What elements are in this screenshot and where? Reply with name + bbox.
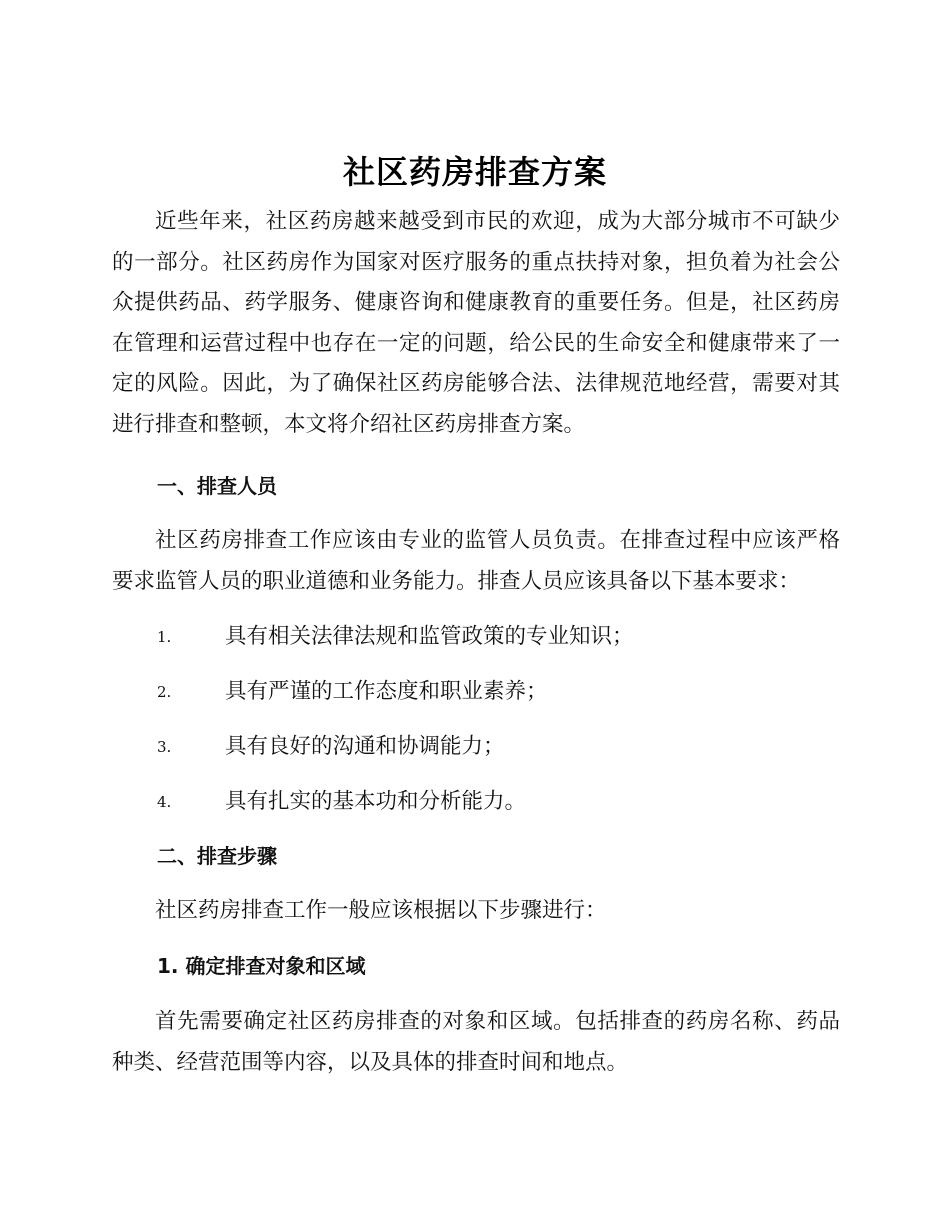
intro-paragraph: 近些年来，社区药房越来越受到市民的欢迎，成为大部分城市不可缺少的一部分。社区药房作为国家对医疗服务的重点扶持对象，担负着为社会公众提供药品、药学服务、健康咨询和健康教育的重要任务。但是，社区药房在管理和运营过程中也存在一定的问题，给公民的生命安全和健康带来了一定的风险。因此，为了确保社区药房能够合法、法律规范地经营，需要对其进行排查和整顿，本文将介绍社区药房排查方案。 [112, 209, 840, 437]
list-item-text: 具有相关法律法规和监管政策的专业知识； [225, 624, 634, 649]
list-item-text: 具有严谨的工作态度和职业素养； [225, 679, 548, 704]
list-item-number: 1. [157, 628, 172, 646]
step-heading-determine-scope: 1. 确定排查对象和区域 [157, 954, 366, 978]
step-paragraph-determine-scope: 首先需要确定社区药房排查的对象和区域。包括排查的药房名称、药品种类、经营范围等内容，以及具体的排查时间和地点。 [112, 1009, 840, 1075]
section-heading-personnel: 一、排查人员 [157, 474, 277, 498]
list-item [157, 621, 847, 653]
list-item-number: 4. [157, 793, 172, 811]
list-item-number: 3. [157, 738, 172, 756]
list-item-text: 具有良好的沟通和协调能力； [225, 734, 505, 759]
personnel-paragraph: 社区药房排查工作应该由专业的监管人员负责。在排查过程中应该严格要求监管人员的职业道德和业务能力。排查人员应该具备以下基本要求： [112, 528, 840, 594]
list-item [157, 676, 847, 708]
list-item-text: 具有扎实的基本功和分析能力。 [225, 789, 527, 814]
steps-paragraph: 社区药房排查工作一般应该根据以下步骤进行： [155, 898, 607, 923]
list-item-number: 2. [157, 683, 172, 701]
list-item [157, 786, 847, 818]
section-heading-steps: 二、排查步骤 [157, 844, 277, 868]
list-item [157, 731, 847, 763]
document-title: 社区药房排查方案 [342, 153, 607, 191]
